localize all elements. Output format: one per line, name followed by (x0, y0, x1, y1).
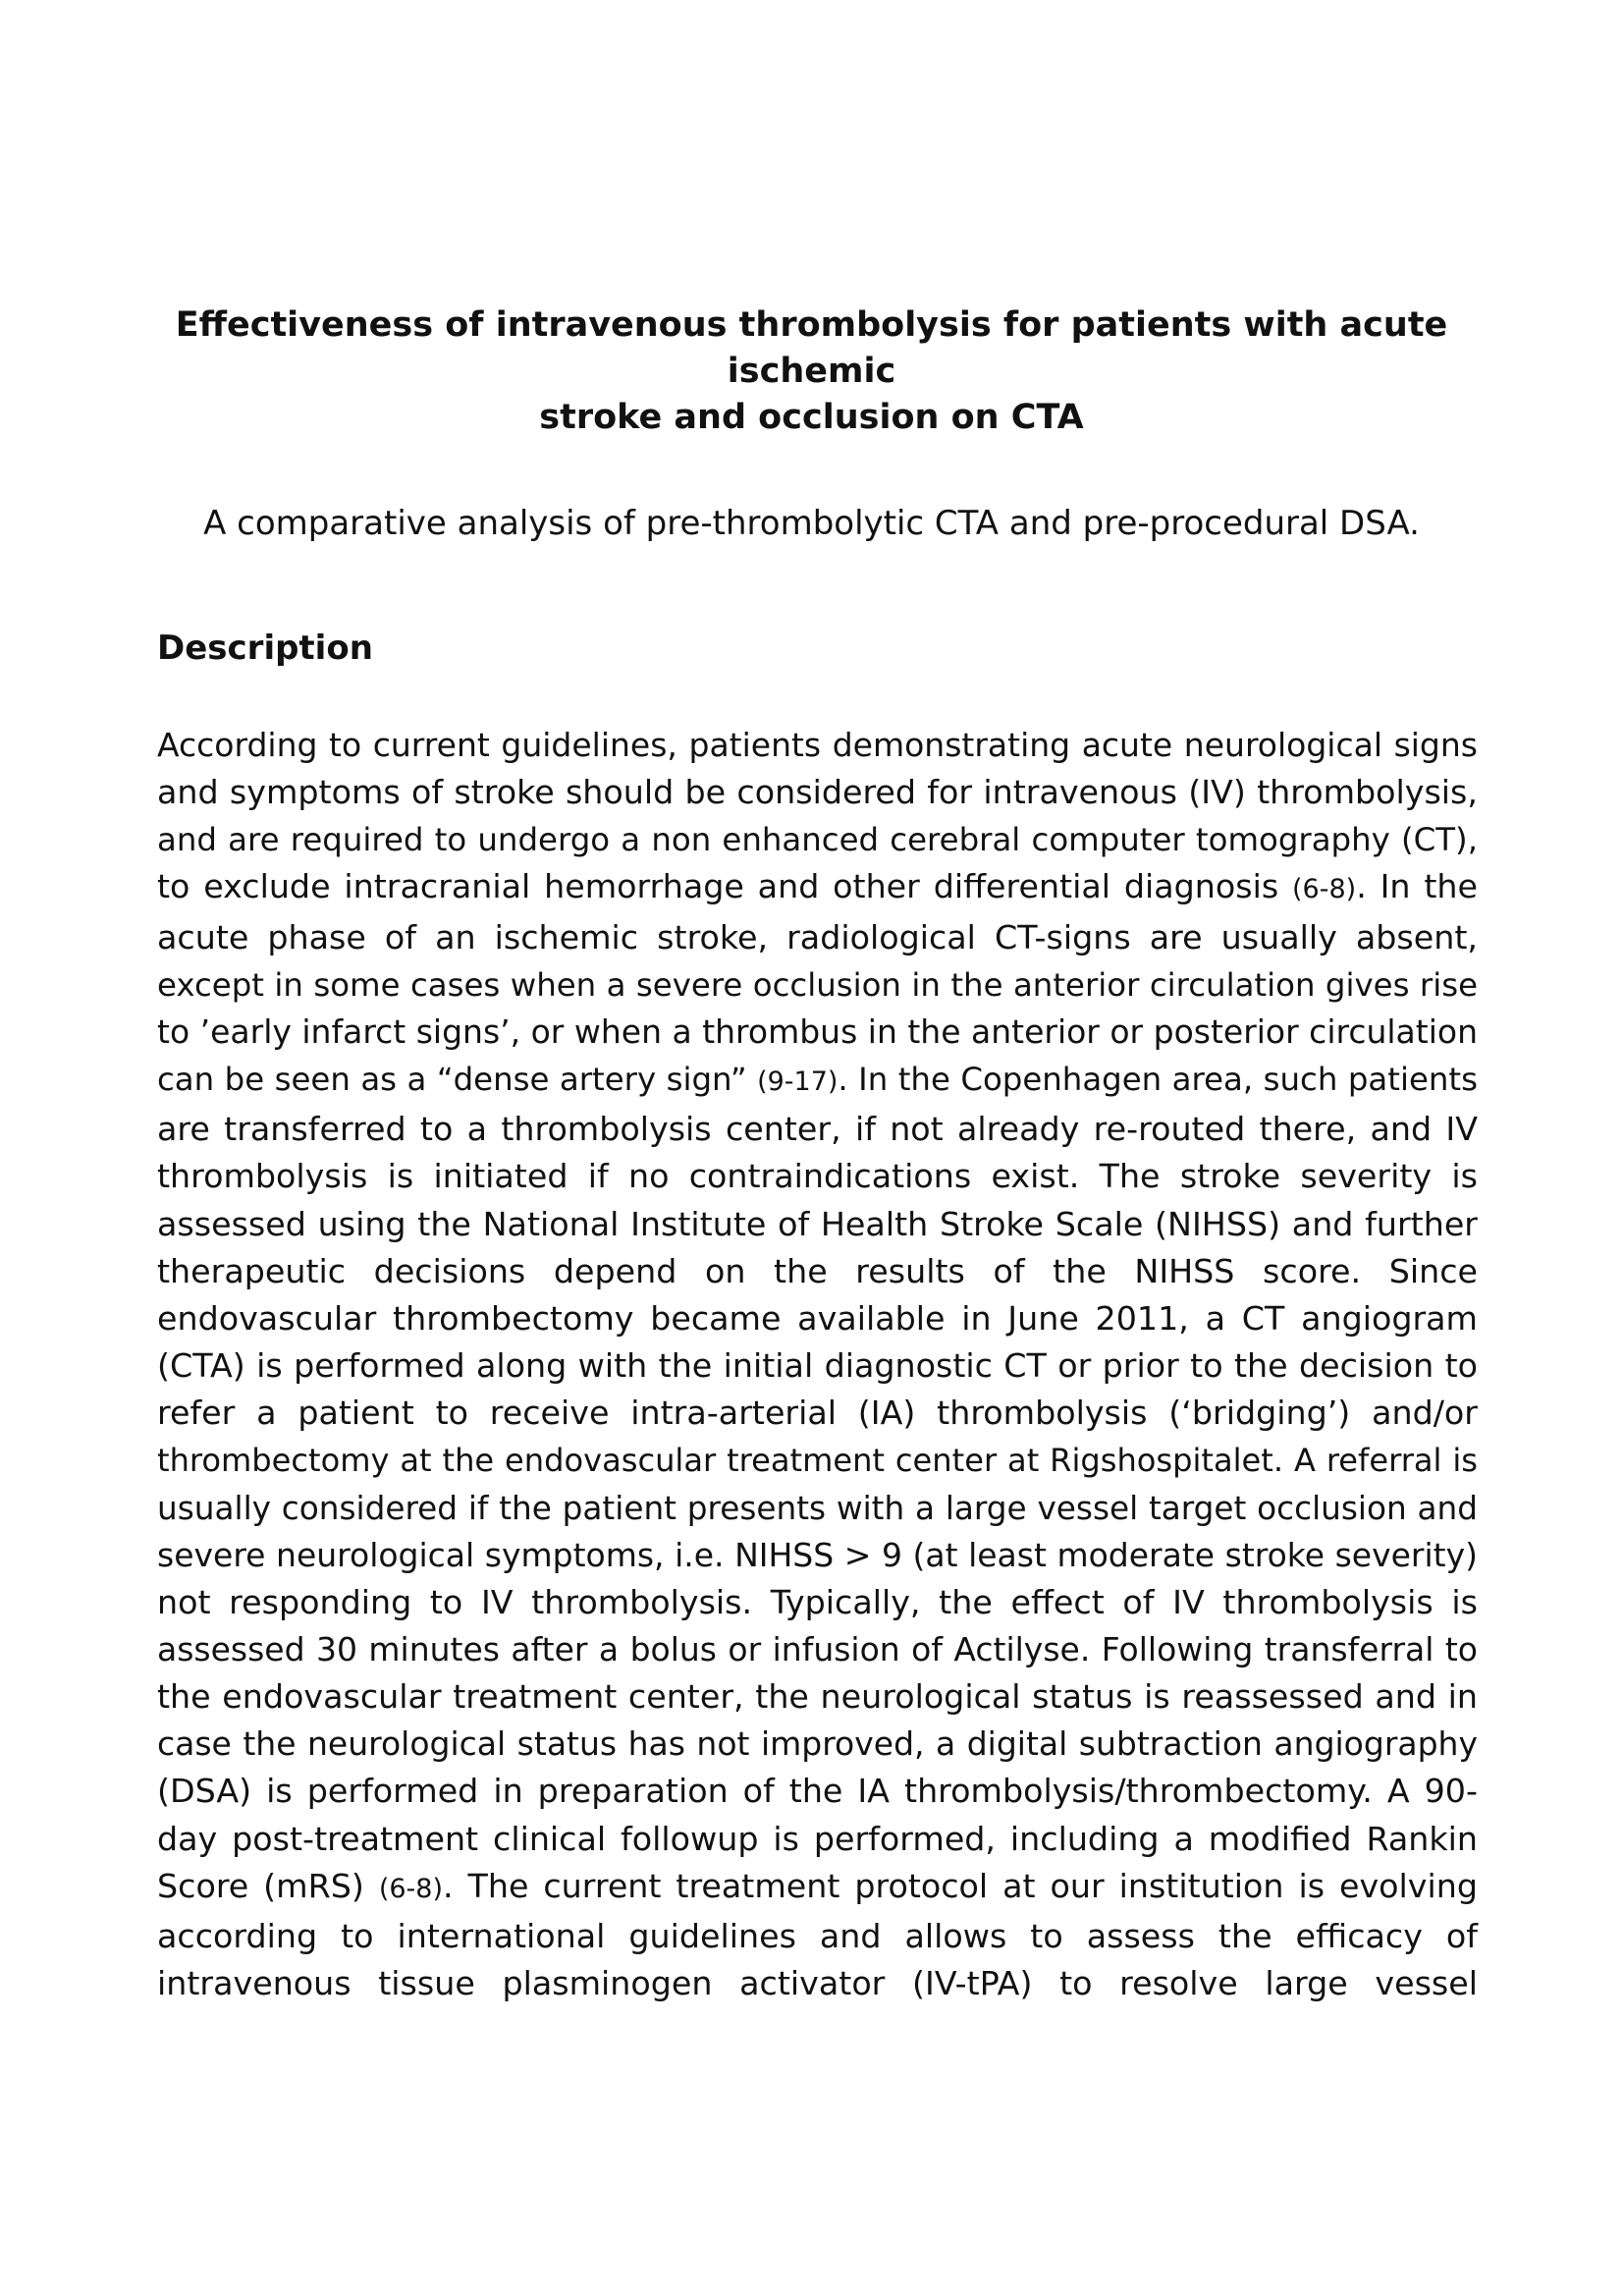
body-line-text: to ’early infarct signs’, or when a thrombus in the anterior or posterior circulation (157, 1011, 1478, 1051)
body-line-text: (CTA) is performed along with the initial diagnostic CT or prior to the decision to (157, 1346, 1478, 1386)
body-line (157, 1673, 1478, 1721)
body-line-text: (DSA) is performed in preparation of the IA thrombolysis/thrombectomy. A 90- (157, 1772, 1478, 1811)
body-line (157, 816, 1478, 863)
body-line (157, 961, 1478, 1009)
body-line-text: refer a patient to receive intra-arterial (IA) thrombolysis (‘bridging’) and/or (157, 1394, 1478, 1433)
citation-reference: (9-17) (757, 1066, 839, 1098)
body-line (157, 722, 1478, 769)
body-line-text: . The current treatment protocol at our institution is evolving (442, 1866, 1478, 1905)
body-line-text: the endovascular treatment center, the neurological status is reassessed and in (157, 1677, 1478, 1717)
body-line-text: thrombectomy at the endovascular treatment center at Rigshospitalet. A referral is (157, 1442, 1478, 1480)
body-line (157, 1201, 1478, 1248)
body-line (157, 1437, 1478, 1484)
document-title (157, 302, 1466, 441)
body-line (157, 1248, 1478, 1295)
body-line (157, 1863, 1478, 1913)
body-line-text: to exclude intracranial hemorrhage and other differential diagnosis (157, 867, 1293, 906)
body-line (157, 863, 1478, 913)
title-line-1: Effectiveness of intravenous thrombolysis for patients with acute ischemic (175, 305, 1448, 391)
body-line (157, 1342, 1478, 1390)
section-heading: Description (157, 629, 373, 668)
body-line-text: and are required to undergo a non enhanced cerebral computer tomography (CT), (157, 821, 1478, 859)
body-line-text: not responding to IV thrombolysis. Typically, the effect of IV thrombolysis is (157, 1582, 1478, 1621)
body-line-text: except in some cases when a severe occlusion in the anterior circulation gives rise (157, 965, 1478, 1004)
body-line-text: can be seen as a “dense artery sign” (157, 1061, 758, 1099)
body-line (157, 1626, 1478, 1673)
body-line (157, 1390, 1478, 1437)
body-line-text: . In the Copenhagen area, such patients (838, 1061, 1478, 1099)
body-line (157, 1960, 1478, 2007)
citation-reference: (6-8) (1292, 874, 1357, 905)
body-line-text: According to current guidelines, patients demonstrating acute neurological signs (157, 726, 1478, 764)
body-line (157, 1816, 1478, 1863)
title-line-2: stroke and occlusion on CTA (539, 398, 1084, 437)
body-line-text: severe neurological symptoms, i.e. NIHSS > 9 (at least moderate stroke severity) (157, 1535, 1478, 1574)
body-line (157, 1532, 1478, 1579)
body-line-text: therapeutic decisions depend on the results of the NIHSS score. Since (157, 1251, 1478, 1290)
body-line-text: acute phase of an ischemic stroke, radiological CT-signs are usually absent, (157, 917, 1478, 957)
body-line (157, 1485, 1478, 1532)
body-line (157, 1106, 1478, 1153)
document-subtitle: A comparative analysis of pre-thrombolytic CTA and pre-procedural DSA. (203, 504, 1420, 543)
citation-reference: (6-8) (378, 1873, 443, 1904)
body-line (157, 1768, 1478, 1815)
body-paragraph (157, 722, 1478, 2007)
body-line (157, 1009, 1478, 1056)
body-line-text: Score (mRS) (157, 1866, 379, 1905)
body-line-text: assessed 30 minutes after a bolus or infusion of Actilyse. Following transferral to (157, 1629, 1478, 1668)
body-line-text: . In the (1356, 867, 1478, 906)
body-line (157, 769, 1478, 816)
body-line-text: according to international guidelines and allows to assess the efficacy of (157, 1916, 1478, 1955)
body-line-text: thrombolysis is initiated if no contraindications exist. The stroke severity is (157, 1157, 1478, 1196)
body-line (157, 1721, 1478, 1768)
body-line (157, 914, 1478, 961)
body-line (157, 1153, 1478, 1200)
body-line-text: day post-treatment clinical followup is performed, including a modified Rankin (157, 1819, 1478, 1858)
body-line (157, 1579, 1478, 1626)
body-line-text: usually considered if the patient presents with a large vessel target occlusion and (157, 1489, 1478, 1527)
body-line (157, 1913, 1478, 1960)
body-line-text: case the neurological status has not improved, a digital subtraction angiography (157, 1724, 1478, 1764)
body-line-text: and symptoms of stroke should be considered for intravenous (IV) thrombolysis, (157, 773, 1478, 812)
body-line-text: are transferred to a thrombolysis center, if not already re-routed there, and IV (157, 1110, 1478, 1149)
body-line-text: intravenous tissue plasminogen activator (IV-tPA) to resolve large vessel (157, 1964, 1478, 2003)
body-line (157, 1295, 1478, 1342)
body-line (157, 1056, 1478, 1106)
body-line-text: endovascular thrombectomy became available in June 2011, a CT angiogram (157, 1298, 1478, 1338)
body-line-text: assessed using the National Institute of Health Stroke Scale (NIHSS) and further (157, 1204, 1478, 1243)
